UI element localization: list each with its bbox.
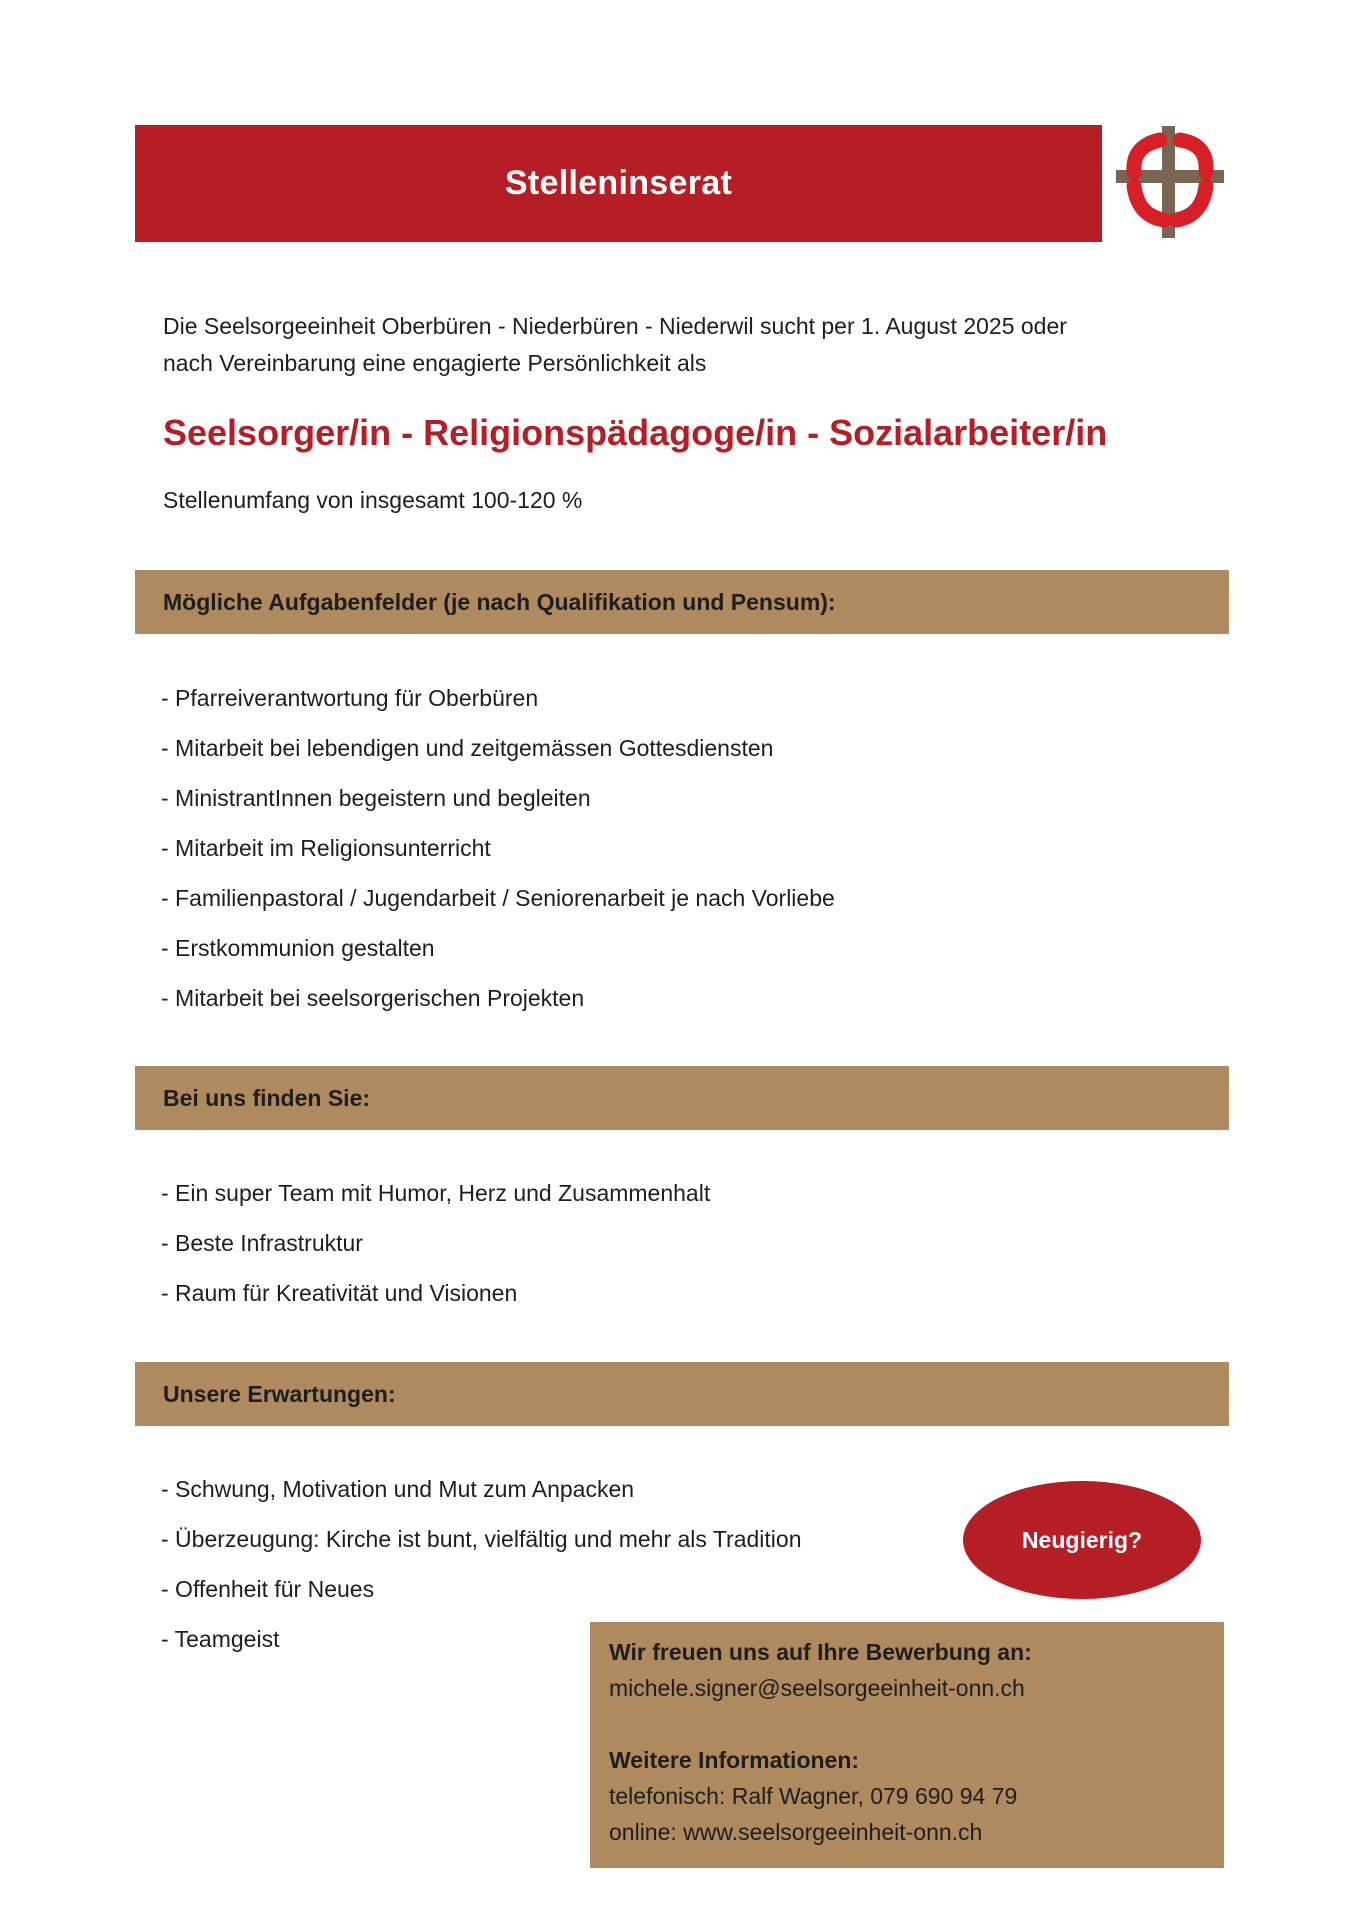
section-heading-label: Mögliche Aufgabenfelder (je nach Qualifikation und Pensum): (163, 588, 836, 615)
list-item: - Offenheit für Neues (161, 1576, 375, 1602)
parish-cross-logo-icon (1110, 120, 1230, 244)
intro-line-2: nach Vereinbarung eine engagierte Persönlichkeit als (163, 350, 707, 376)
list-item: - Familienpastoral / Jugendarbeit / Seniorenarbeit je nach Vorliebe (161, 885, 835, 911)
list-item: - Pfarreiverantwortung für Oberbüren (161, 685, 539, 711)
task-list (161, 673, 835, 1023)
list-item: - Ein super Team mit Humor, Herz und Zusammenhalt (161, 1180, 711, 1206)
list-item: - Überzeugung: Kirche ist bunt, vielfältig und mehr als Tradition (161, 1526, 802, 1552)
curious-badge: Neugierig? (963, 1481, 1201, 1599)
section-heading-offer (135, 1066, 1229, 1130)
section-heading-label: Bei uns finden Sie: (163, 1084, 371, 1111)
list-item: - Schwung, Motivation und Mut zum Anpacken (161, 1476, 635, 1502)
list-item: - Mitarbeit im Religionsunterricht (161, 835, 491, 861)
list-item: - MinistrantInnen begeistern und begleiten (161, 785, 591, 811)
spacer (609, 1706, 1224, 1742)
list-item: - Beste Infrastruktur (161, 1230, 363, 1256)
header-banner (135, 125, 1102, 242)
info-heading: Weitere Informationen: (609, 1747, 860, 1773)
contact-phone: telefonisch: Ralf Wagner, 079 690 94 79 (609, 1783, 1018, 1809)
section-heading-tasks (135, 570, 1229, 634)
page-title: Stelleninserat (504, 164, 733, 202)
section-heading-label: Unsere Erwartungen: (163, 1380, 396, 1407)
job-title: Seelsorger/in - Religionspädagoge/in - Sozialarbeiter/in (163, 412, 1108, 453)
section-heading-expectations (135, 1362, 1229, 1426)
contact-email[interactable]: michele.signer@seelsorgeeinheit-onn.ch (609, 1675, 1025, 1701)
list-item: - Erstkommunion gestalten (161, 935, 435, 961)
apply-heading: Wir freuen uns auf Ihre Bewerbung an: (609, 1639, 1032, 1665)
offer-list (161, 1168, 710, 1318)
contact-box (590, 1622, 1224, 1868)
list-item: - Teamgeist (161, 1626, 280, 1652)
job-scope: Stellenumfang von insgesamt 100-120 % (163, 487, 583, 513)
intro-line-1: Die Seelsorgeeinheit Oberbüren - Niederbüren - Niederwil sucht per 1. August 2025 oder (163, 313, 1067, 339)
list-item: - Mitarbeit bei seelsorgerischen Projekten (161, 985, 585, 1011)
contact-website[interactable]: online: www.seelsorgeeinheit-onn.ch (609, 1819, 983, 1845)
intro-text (163, 308, 1173, 382)
list-item: - Mitarbeit bei lebendigen und zeitgemässen Gottesdiensten (161, 735, 774, 761)
list-item: - Raum für Kreativität und Visionen (161, 1280, 518, 1306)
